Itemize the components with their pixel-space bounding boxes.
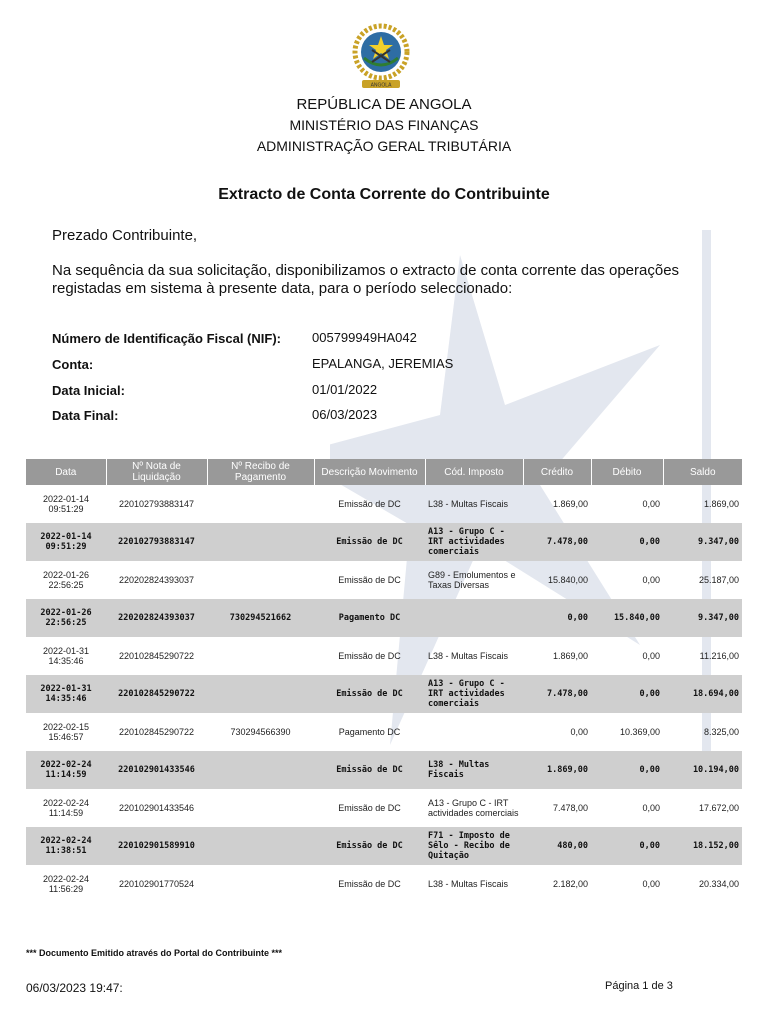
- row-date: 2022-02-24: [42, 798, 90, 808]
- row-time: 11:38:51: [45, 846, 87, 856]
- row-imposto: A13 - Grupo C - IRT actividades comerciais: [425, 523, 523, 561]
- row-credito: 2.182,00: [552, 879, 588, 889]
- statement-table: [26, 459, 742, 903]
- row-nota: 220102793883147: [118, 499, 195, 509]
- col-header-data: Data: [26, 459, 106, 485]
- row-date-cell: [26, 675, 106, 713]
- col-header-credito: Crédito: [523, 459, 591, 485]
- row-descricao: Emissão de DC: [338, 803, 401, 813]
- data-inicial-value: 01/01/2022: [312, 382, 378, 397]
- row-recibo: [207, 789, 314, 827]
- table-row: [26, 485, 742, 523]
- row-descricao: Emissão de DC: [314, 675, 425, 713]
- row-saldo: 9.347,00: [663, 523, 742, 561]
- row-date: 2022-02-24: [40, 760, 92, 770]
- table-row: [26, 751, 742, 789]
- row-saldo: 10.194,00: [663, 751, 742, 789]
- row-credito: 1.869,00: [523, 751, 591, 789]
- row-saldo: 18.152,00: [663, 827, 742, 865]
- document-title: Extracto de Conta Corrente do Contribuinte: [218, 186, 550, 203]
- row-date-cell: [26, 599, 106, 637]
- col-header-descricao: Descrição Movimento: [314, 459, 425, 485]
- row-time: 11:56:29: [48, 884, 84, 894]
- row-imposto: F71 - Imposto de Sêlo - Recibo de Quitação: [425, 827, 523, 865]
- row-nota: 220102845290722: [118, 727, 195, 737]
- row-time: 15:46:57: [48, 732, 84, 742]
- row-date-cell: [26, 865, 106, 903]
- row-imposto: G89 - Emolumentos e Taxas Diversas: [428, 570, 516, 590]
- row-date-cell: [26, 485, 106, 523]
- row-imposto: A13 - Grupo C - IRT actividades comerciais: [428, 798, 519, 818]
- row-saldo: 9.347,00: [663, 599, 742, 637]
- row-saldo: 25.187,00: [698, 575, 739, 585]
- row-date-cell: [26, 827, 106, 865]
- data-final-label: Data Final:: [52, 408, 119, 423]
- row-descricao: Emissão de DC: [314, 827, 425, 865]
- col-header-saldo: Saldo: [663, 459, 742, 485]
- row-date: 2022-02-24: [40, 836, 92, 846]
- row-nota: 220102901589910: [106, 827, 207, 865]
- row-nota: 220102901433546: [118, 803, 195, 813]
- row-debito: 10.369,00: [619, 727, 660, 737]
- row-imposto: A13 - Grupo C - IRT actividades comerciais: [425, 675, 523, 713]
- row-time: 22:56:25: [45, 618, 87, 628]
- table-header-row: [26, 459, 742, 485]
- table-row: [26, 637, 742, 675]
- row-date: 2022-01-26: [40, 608, 92, 618]
- footer-datetime: 06/03/2023 19:47:: [26, 981, 123, 995]
- row-credito: 0,00: [570, 727, 588, 737]
- data-final-value: 06/03/2023: [312, 407, 378, 422]
- row-imposto: [425, 599, 523, 637]
- row-debito: 0,00: [591, 827, 663, 865]
- row-recibo: [207, 751, 314, 789]
- col-header-debito: Débito: [591, 459, 663, 485]
- row-imposto: L38 - Multas Fiscais: [428, 879, 509, 889]
- row-date: 2022-02-15: [42, 722, 90, 732]
- row-time: 11:14:59: [48, 808, 84, 818]
- conta-value: EPALANGA, JEREMIAS: [312, 356, 454, 371]
- row-descricao: Emissão de DC: [314, 523, 425, 561]
- table-row: [26, 827, 742, 865]
- table-row: [26, 523, 742, 561]
- row-date-cell: [26, 751, 106, 789]
- table-row: [26, 675, 742, 713]
- row-credito: 1.869,00: [552, 651, 588, 661]
- row-debito: 0,00: [642, 499, 660, 509]
- salutation: Prezado Contribuinte,: [52, 227, 198, 244]
- row-recibo: 730294521662: [207, 599, 314, 637]
- conta-label: Conta:: [52, 357, 94, 372]
- row-recibo: [207, 561, 314, 599]
- row-date-cell: [26, 561, 106, 599]
- row-nota: 220202824393037: [106, 599, 207, 637]
- intro-paragraph: Na sequência da sua solicitação, disponibilizamos o extracto de conta corrente das operações registadas em sistema à presente data, para o período seleccionado:: [52, 262, 680, 297]
- row-credito: 7.478,00: [552, 803, 588, 813]
- row-saldo: 20.334,00: [698, 879, 739, 889]
- col-header-imposto: Cód. Imposto: [425, 459, 523, 485]
- country-heading: REPÚBLICA DE ANGOLA: [296, 96, 472, 113]
- ministry-heading: MINISTÉRIO DAS FINANÇAS: [289, 117, 479, 133]
- row-time: 22:56:25: [48, 580, 84, 590]
- data-inicial-label: Data Inicial:: [52, 383, 125, 398]
- nif-label: Número de Identificação Fiscal (NIF):: [52, 331, 281, 346]
- table-row: [26, 789, 742, 827]
- row-nota: 220202824393037: [118, 575, 195, 585]
- row-date: 2022-01-26: [42, 570, 90, 580]
- row-imposto: L38 - Multas Fiscais: [425, 751, 523, 789]
- table-row: [26, 865, 742, 903]
- row-recibo: [207, 827, 314, 865]
- row-debito: 15.840,00: [591, 599, 663, 637]
- nif-value: 005799949HA042: [312, 330, 417, 345]
- row-date-cell: [26, 713, 106, 751]
- row-descricao: Pagamento DC: [314, 599, 425, 637]
- row-nota: 220102845290722: [106, 675, 207, 713]
- row-saldo: 17.672,00: [698, 803, 739, 813]
- row-descricao: Pagamento DC: [338, 727, 401, 737]
- row-debito: 0,00: [591, 751, 663, 789]
- row-date-cell: [26, 789, 106, 827]
- row-descricao: Emissão de DC: [338, 499, 401, 509]
- row-nota: 220102901433546: [106, 751, 207, 789]
- row-debito: 0,00: [642, 651, 660, 661]
- row-nota: 220102901770524: [118, 879, 195, 889]
- row-descricao: Emissão de DC: [338, 575, 401, 585]
- row-date: 2022-01-14: [40, 532, 92, 542]
- table-row: [26, 561, 742, 599]
- row-credito: 7.478,00: [523, 675, 591, 713]
- row-imposto: L38 - Multas Fiscais: [428, 499, 509, 509]
- row-date: 2022-01-14: [42, 494, 90, 504]
- row-debito: 0,00: [642, 803, 660, 813]
- angola-emblem-icon: [348, 22, 414, 94]
- row-recibo: [207, 523, 314, 561]
- row-recibo: 730294566390: [230, 727, 291, 737]
- row-descricao: Emissão de DC: [314, 751, 425, 789]
- row-time: 14:35:46: [45, 694, 87, 704]
- row-saldo: 18.694,00: [663, 675, 742, 713]
- row-credito: 7.478,00: [523, 523, 591, 561]
- emblem-text: ANGOLA: [370, 82, 392, 89]
- footer-note: *** Documento Emitido através do Portal do Contribuinte ***: [26, 948, 283, 958]
- row-descricao: Emissão de DC: [338, 879, 401, 889]
- row-credito: 480,00: [523, 827, 591, 865]
- row-recibo: [207, 637, 314, 675]
- row-time: 11:14:59: [45, 770, 87, 780]
- row-nota: 220102845290722: [118, 651, 195, 661]
- page-number: Página 1 de 3: [605, 980, 673, 992]
- row-saldo: 1.869,00: [703, 499, 739, 509]
- row-date-cell: [26, 523, 106, 561]
- row-nota: 220102793883147: [106, 523, 207, 561]
- row-debito: 0,00: [642, 879, 660, 889]
- col-header-recibo: Nº Recibo de Pagamento: [207, 459, 314, 485]
- row-date: 2022-01-31: [40, 684, 92, 694]
- row-debito: 0,00: [591, 523, 663, 561]
- row-imposto: [425, 713, 523, 751]
- row-descricao: Emissão de DC: [338, 651, 401, 661]
- row-saldo: 11.216,00: [699, 651, 739, 661]
- row-time: 14:35:46: [48, 656, 84, 666]
- row-time: 09:51:29: [45, 542, 87, 552]
- table-row: [26, 713, 742, 751]
- row-recibo: [207, 485, 314, 523]
- row-time: 09:51:29: [48, 504, 84, 514]
- row-saldo: 8.325,00: [703, 727, 739, 737]
- row-credito: 15.840,00: [547, 575, 588, 585]
- row-debito: 0,00: [642, 575, 660, 585]
- row-recibo: [207, 675, 314, 713]
- row-recibo: [207, 865, 314, 903]
- row-date: 2022-02-24: [42, 874, 90, 884]
- row-debito: 0,00: [591, 675, 663, 713]
- row-credito: 1.869,00: [552, 499, 588, 509]
- agency-heading: ADMINISTRAÇÃO GERAL TRIBUTÁRIA: [256, 138, 512, 154]
- col-header-nota: Nº Nota de Liquidação: [106, 459, 207, 485]
- row-date-cell: [26, 637, 106, 675]
- table-row: [26, 599, 742, 637]
- row-imposto: L38 - Multas Fiscais: [428, 651, 509, 661]
- row-date: 2022-01-31: [42, 646, 90, 656]
- row-credito: 0,00: [523, 599, 591, 637]
